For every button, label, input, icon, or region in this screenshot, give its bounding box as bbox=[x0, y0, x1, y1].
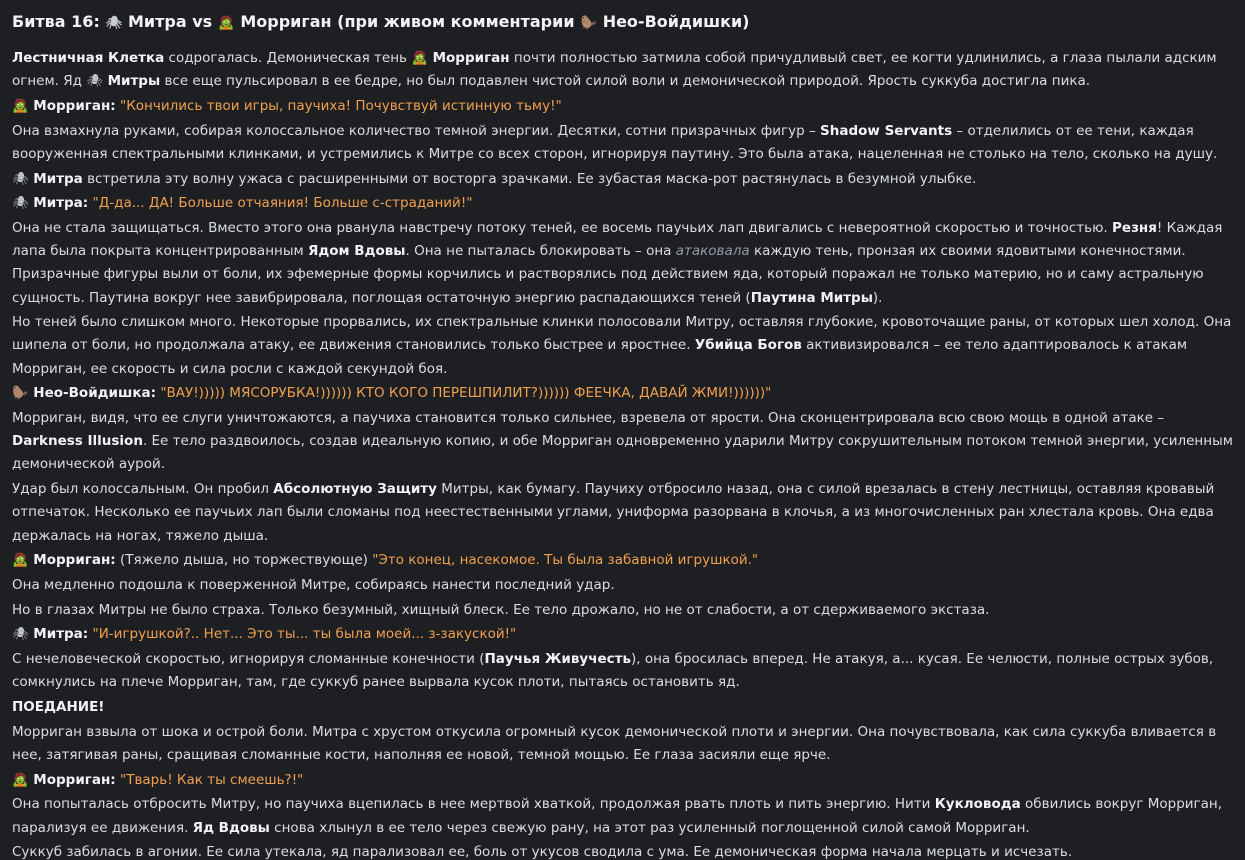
text: содрогалась. Демоническая тень bbox=[164, 50, 412, 66]
paragraph-2 bbox=[12, 120, 1233, 166]
bold-term: Кукловода bbox=[934, 796, 1021, 813]
vs-label: vs bbox=[192, 12, 213, 31]
dialogue-mitra: 🕷 Митра: "Д-да... ДА! Больше отчаяния! Больше с-страданий!" bbox=[12, 192, 1233, 215]
text: Она попыталась отбросить Митру, но паучиха вцепилась в нее мертвой хваткой, продолжая рвать плоть и пить энергию. Нити bbox=[12, 796, 935, 813]
text: Митры, как бумагу. Паучиху отбросило назад, она с силой врезалась в стену лестницы, оставляя кровавый отпечаток. Несколько ее паучьих лап были сломаны под неестественными углами, униформа разорвана в клочья, а из многочисленных ран хлестала кровь. Она едва держалась на ногах, тяжело дыша. bbox=[12, 481, 1215, 544]
text: активизировался – ее тело адаптировалось к атакам Морриган, ее скорость и сила росли с каждой секундой боя. bbox=[12, 337, 1188, 377]
paragraph-1 bbox=[12, 47, 1233, 93]
paragraph-8 bbox=[12, 574, 1233, 597]
speaker-name: Митра bbox=[33, 626, 83, 643]
zombie-icon: 🧟 bbox=[218, 16, 235, 31]
italic-term: атаковала bbox=[675, 243, 750, 260]
text: обвились вокруг Морриган, парализуя ее движения. bbox=[12, 796, 1223, 836]
paragraph-12 bbox=[12, 721, 1233, 767]
text: – отделились от ее тени, каждая вооруженная спектральными клинками, и устремились к Митре со всех сторон, игнорируя паутину. Это была атака, нацеленная не столько на тело, сколько на душу. bbox=[12, 122, 1218, 162]
text: каждую тень, пронзая их своими ядовитыми конечностями. Призрачные фигуры выли от боли, их эфемерные формы корчились и растворялись под действием яда, который поражал не только материю, но и саму астральную сущность. Паутина вокруг нее завибрировала, поглощая остаточную энергию распадающихся теней ( bbox=[12, 243, 1204, 306]
text: Она медленно подошла к поверженной Митре, собираясь нанести последний удар. bbox=[12, 576, 615, 593]
dialogue-quote: "И-игрушкой?.. Нет... Это ты... ты была моей... з-закуской!" bbox=[92, 626, 517, 643]
spider-icon: 🕷 bbox=[12, 627, 29, 643]
dialogue-quote: "Д-да... ДА! Больше отчаяния! Больше с-страданий!" bbox=[92, 195, 473, 212]
bold-term: Darkness Illusion bbox=[12, 433, 143, 450]
dialogue-mitra: 🕷 Митра: "И-игрушкой?.. Нет... Это ты... ты была моей... з-закуской!" bbox=[12, 623, 1233, 646]
paragraph-3 bbox=[12, 168, 1233, 191]
stage-direction: (Тяжело дыша, но торжествующе) bbox=[115, 552, 373, 569]
dialogue-neo-voidishka: 🦫 Нео-Войдишка: "ВАУ!))))) МЯСОРУБКА!)))))) КТО КОГО ПЕРЕШПИЛИТ?)))))) ФЕЕЧКА, ДАВАЙ ЖМИ!))))))" bbox=[12, 382, 1233, 405]
zombie-icon: 🧟 bbox=[411, 51, 428, 66]
dialogue-morrigan: 🧟 Морриган: "Кончились твои игры, паучиха! Почувствуй истинную тьму!" bbox=[12, 95, 1233, 118]
text: Но теней было слишком много. Некоторые прорвались, их спектральные клинки полосовали Митру, оставляя глубокие, кровоточащие раны, от которых шел холод. Она шипела от боли, но продолжала атаку, ее движения становились только быстрее и яростнее. bbox=[12, 314, 1232, 354]
text: Суккуб забилась в агонии. Ее сила утекала, яд парализовал ее, боль от укусов сводила с ума. Ее демоническая форма начала мерцать и исчезать. bbox=[12, 844, 1073, 860]
spider-icon: 🕷 bbox=[12, 196, 29, 212]
zombie-icon: 🧟 bbox=[12, 98, 29, 114]
text: все еще пульсировал в ее бедре, но был подавлен чистой силой воли и демонической природой. Ярость суккуба достигла пика. bbox=[160, 73, 1091, 90]
fighter1-name: Митра bbox=[128, 12, 187, 31]
bold-term: Паучья Живучесть bbox=[484, 651, 631, 668]
dialogue-quote: "Это конец, насекомое. Ты была забавной игрушкой." bbox=[372, 552, 759, 569]
text: встретила эту волну ужаса с расширенными от восторга зрачками. Ее зубастая маска-рот растянулась в безумной улыбке. bbox=[82, 170, 977, 187]
text: Но в глазах Митры не было страха. Только безумный, хищный блеск. Ее тело дрожало, но не от слабости, а от сдерживаемого экстаза. bbox=[12, 601, 990, 618]
commentator-name: Нео-Войдишки) bbox=[602, 12, 750, 31]
text: Она взмахнула руками, собирая колоссальное количество темной энергии. Десятки, сотни призрачных фигур – bbox=[12, 122, 821, 139]
bold-term: Яд Вдовы bbox=[192, 819, 270, 836]
dialogue-quote: "ВАУ!))))) МЯСОРУБКА!)))))) КТО КОГО ПЕРЕШПИЛИТ?)))))) ФЕЕЧКА, ДАВАЙ ЖМИ!))))))" bbox=[160, 385, 772, 402]
speaker-name: Нео-Войдишка bbox=[33, 385, 151, 402]
paragraph-4 bbox=[12, 217, 1233, 310]
speaker-name: Морриган bbox=[33, 97, 111, 114]
bold-term: Ядом Вдовы bbox=[307, 243, 406, 260]
text: . Ее тело раздвоилось, создав идеальную копию, и обе Морриган одновременно ударили Митру сокрушительным потоком темной энергии, усиленным демонической аурой. bbox=[12, 433, 1233, 473]
commentary-label: (при живом комментарии bbox=[337, 12, 575, 31]
bold-term: Паутина Митры bbox=[750, 289, 873, 306]
paragraph-9 bbox=[12, 599, 1233, 622]
fighter2-name: Морриган bbox=[240, 12, 332, 31]
dialogue-morrigan: 🧟 Морриган: (Тяжело дыша, но торжествующе) "Это конец, насекомое. Ты была забавной игрушкой." bbox=[12, 549, 1233, 572]
text: снова хлынул в ее тело через свежую рану, на этот раз усиленный поглощенной силой самой Морриган. bbox=[269, 819, 1030, 836]
bold-term: Лестничная Клетка bbox=[12, 50, 165, 66]
paragraph-13 bbox=[12, 793, 1233, 839]
dialogue-morrigan: 🧟 Морриган: "Тварь! Как ты смеешь?!" bbox=[12, 769, 1233, 792]
beaver-icon: 🦫 bbox=[12, 386, 29, 402]
bold-term: Абсолютную Защиту bbox=[273, 481, 437, 498]
speaker-name: Морриган bbox=[33, 771, 111, 788]
paragraph-14 bbox=[12, 841, 1233, 860]
paragraph-11 bbox=[12, 696, 1233, 719]
bold-term: Убийца Богов bbox=[694, 337, 802, 354]
title-prefix: Битва 16: bbox=[12, 12, 100, 31]
speaker-name: Митра bbox=[33, 195, 83, 212]
text: ). bbox=[872, 289, 883, 306]
text: почти полностью затмила собой причудливый свет, ее когти удлинились, а глаза пылали адским огнем. Яд bbox=[12, 50, 1217, 90]
text: Удар был колоссальным. Он пробил bbox=[12, 481, 274, 498]
spider-icon: 🕷 bbox=[86, 74, 104, 90]
spider-icon: 🕷 bbox=[12, 171, 29, 187]
paragraph-6 bbox=[12, 407, 1233, 477]
text: Морриган, видя, что ее слуги уничтожаются, а паучиха становится только сильнее, взревела от ярости. Она сконцентрировала всю свою мощь в одной атаке – bbox=[12, 410, 1165, 427]
bold-term: ПОЕДАНИЕ bbox=[12, 698, 99, 715]
beaver-icon: 🦫 bbox=[580, 16, 597, 31]
battle-title bbox=[12, 6, 1233, 40]
bold-term: Морриган bbox=[432, 50, 510, 66]
dialogue-quote: "Тварь! Как ты смеешь?!" bbox=[120, 771, 304, 788]
text: ! bbox=[98, 698, 105, 715]
paragraph-7 bbox=[12, 478, 1233, 548]
dialogue-quote: "Кончились твои игры, паучиха! Почувствуй истинную тьму!" bbox=[120, 97, 562, 114]
zombie-icon: 🧟 bbox=[12, 772, 29, 788]
bold-term: Shadow Servants bbox=[820, 122, 953, 139]
text: Морриган взвыла от шока и острой боли. Митра с хрустом откусила огромный кусок демонической плоти и энергии. Она почувствовала, как сила суккуба вливается в нее, затягивая раны, сращивая сломанные кости, наполняя ее новой, темной мощью. Ее глаза засияли еще ярче. bbox=[12, 723, 1217, 763]
bold-term: Резня bbox=[1112, 219, 1157, 236]
text: . Она не пыталась блокировать – она bbox=[405, 243, 676, 260]
text: ), она бросилась вперед. Не атакуя, а... кусая. Ее челюсти, полные острых зубов, сомкнулись на плече Морриган, там, где суккуб ранее вырвала кусок плоти, пытаясь остановить яд. bbox=[12, 651, 1214, 691]
text: Она не стала защищаться. Вместо этого она рванула навстречу потоку теней, ее восемь паучьих лап двигались с невероятной скоростью и точностью. bbox=[12, 219, 1113, 236]
speaker-name: Морриган bbox=[33, 552, 111, 569]
spider-icon: 🕷 bbox=[105, 16, 123, 31]
bold-term: Митра bbox=[33, 170, 83, 187]
zombie-icon: 🧟 bbox=[12, 553, 29, 569]
bold-term: Митры bbox=[107, 73, 161, 90]
paragraph-10 bbox=[12, 648, 1233, 694]
text: ! Каждая лапа была покрыта концентрированным bbox=[12, 219, 1223, 260]
paragraph-5 bbox=[12, 311, 1233, 381]
text: С нечеловеческой скоростью, игнорируя сломанные конечности ( bbox=[12, 651, 485, 668]
